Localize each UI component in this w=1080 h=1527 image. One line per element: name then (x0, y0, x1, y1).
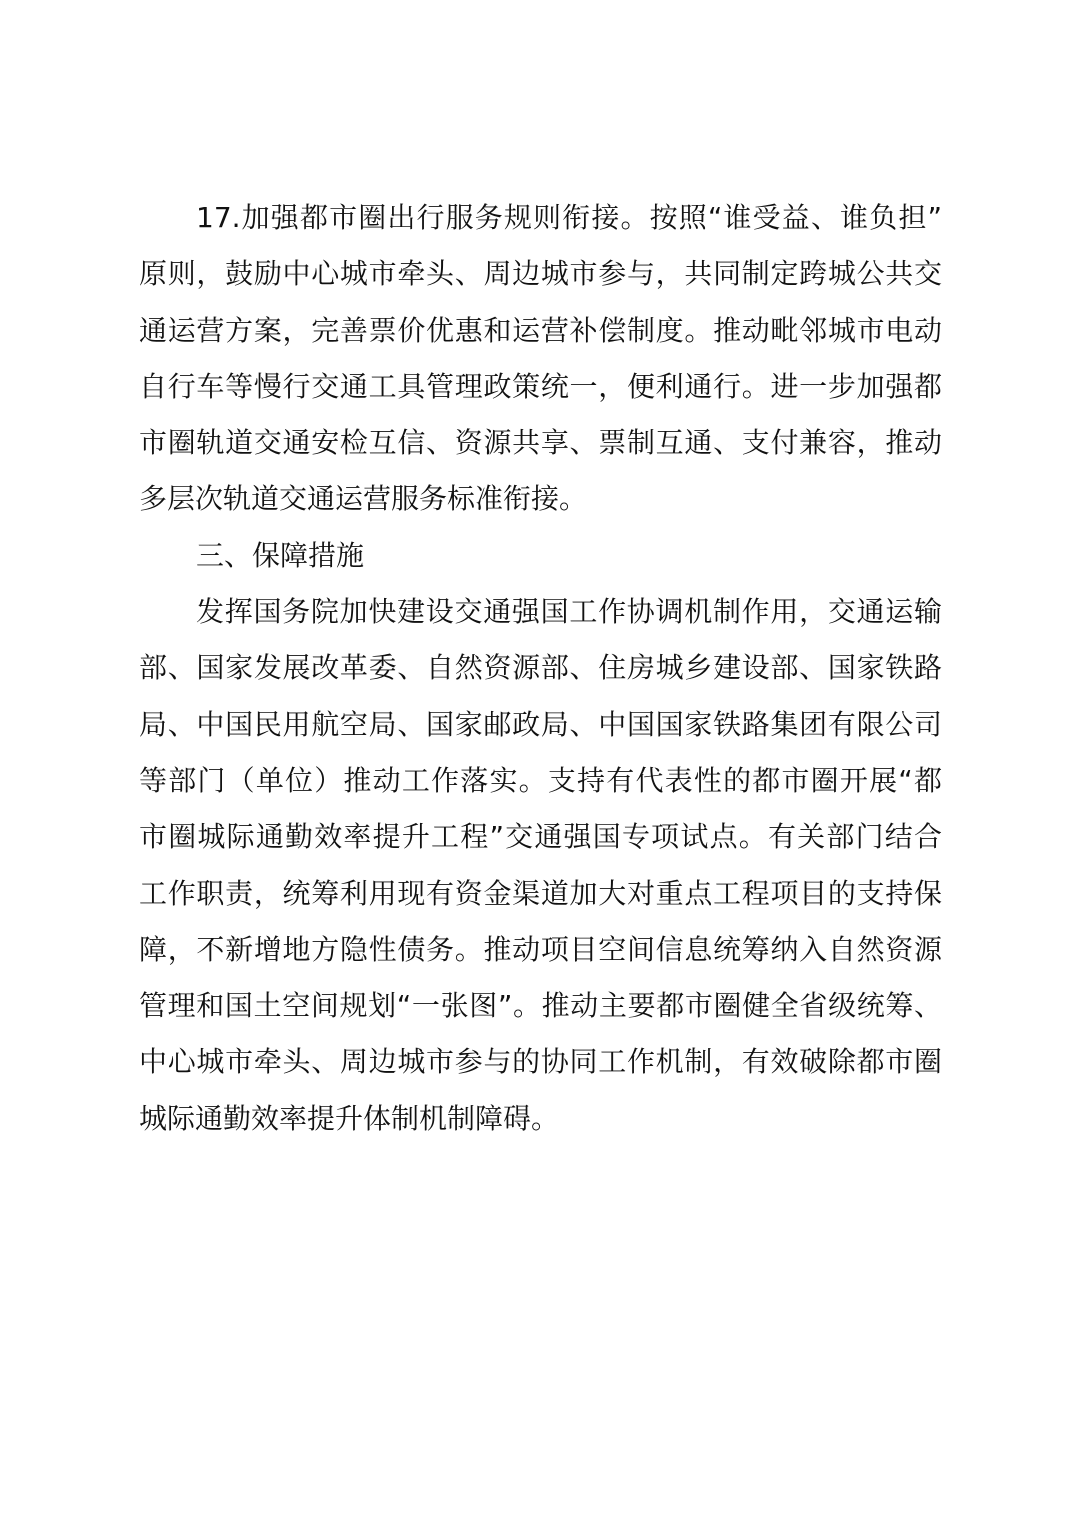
text-line: 市圈轨道交通安检互信、资源共享、票制互通、支付兼容，推动 (139, 426, 942, 460)
paragraph-safeguards (139, 584, 942, 1147)
text-line: 发挥国务院加快建设交通强国工作协调机制作用，交通运输 (196, 595, 942, 629)
text-line: 障，不新增地方隐性债务。推动项目空间信息统筹纳入自然资源 (139, 932, 942, 966)
heading-text: 三、保障措施 (196, 538, 365, 572)
text-line: 局、中国民用航空局、国家邮政局、中国国家铁路集团有限公司 (139, 707, 942, 741)
text-line: 通运营方案，完善票价优惠和运营补偿制度。推动毗邻城市电动 (139, 313, 942, 347)
section-heading (139, 528, 942, 584)
text-line: 原则，鼓励中心城市牵头、周边城市参与，共同制定跨城公共交 (139, 257, 942, 291)
text-line: 中心城市牵头、周边城市参与的协同工作机制，有效破除都市圈 (139, 1045, 942, 1079)
text-line: 等部门（单位）推动工作落实。支持有代表性的都市圈开展“都 (139, 763, 942, 797)
document-body (139, 190, 942, 1147)
text-line: 市圈城际通勤效率提升工程”交通强国专项试点。有关部门结合 (139, 820, 942, 854)
text-line: 部、国家发展改革委、自然资源部、住房城乡建设部、国家铁路 (139, 651, 942, 685)
text-line: 自行车等慢行交通工具管理政策统一，便利通行。进一步加强都 (139, 369, 942, 403)
text-line: 多层次轨道交通运营服务标准衔接。 (139, 482, 588, 516)
text-line: 管理和国土空间规划“一张图”。推动主要都市圈健全省级统筹、 (139, 989, 942, 1023)
paragraph-item-17 (139, 190, 942, 528)
text-line: 城际通勤效率提升体制机制障碍。 (139, 1101, 560, 1135)
text-line: 17.加强都市圈出行服务规则衔接。按照“谁受益、谁负担” (196, 201, 942, 234)
text-line: 工作职责，统筹利用现有资金渠道加大对重点工程项目的支持保 (139, 876, 942, 910)
